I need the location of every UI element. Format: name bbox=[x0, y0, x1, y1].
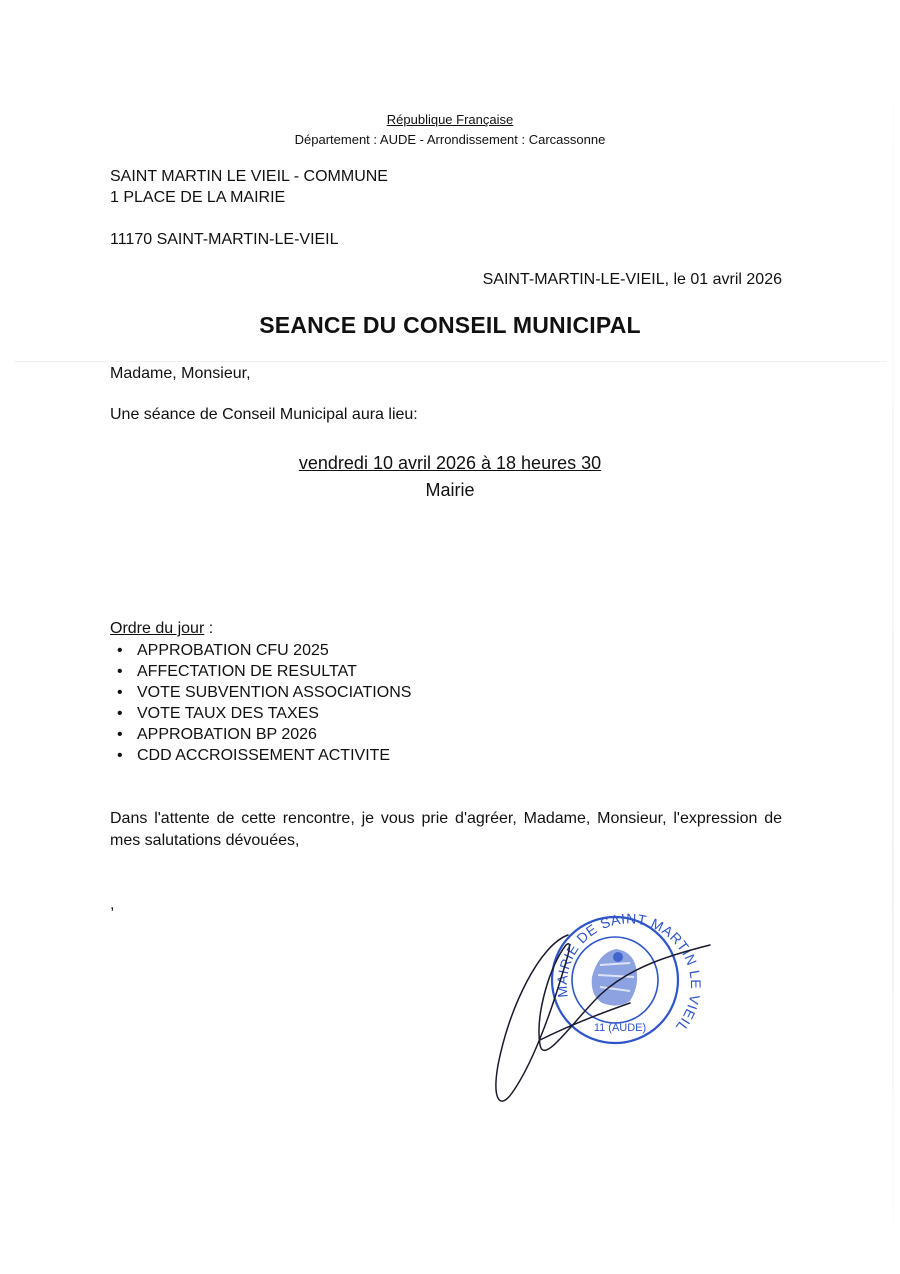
bullet: • bbox=[117, 663, 123, 680]
bullet: • bbox=[117, 747, 123, 764]
agenda-item-label: AFFECTATION DE RESULTAT bbox=[137, 663, 357, 680]
meeting-place: Mairie bbox=[425, 480, 475, 500]
agenda-list bbox=[110, 640, 411, 766]
seal-bottom-text: 11 (AUDE) bbox=[593, 1022, 647, 1034]
bullet: • bbox=[117, 684, 123, 701]
document-title: SEANCE DU CONSEIL MUNICIPAL bbox=[259, 312, 641, 338]
salutation: Madame, Monsieur, bbox=[110, 365, 251, 382]
seal-ring-textpath: MAIRIE DE SAINT MARTIN LE VIEIL bbox=[553, 910, 704, 1036]
sender-street: 1 PLACE DE LA MAIRIE bbox=[110, 189, 286, 206]
scan-rule bbox=[14, 361, 886, 362]
sender-city: 11170 SAINT-MARTIN-LE-VIEIL bbox=[110, 231, 339, 248]
agenda-item-label: VOTE TAUX DES TAXES bbox=[137, 705, 319, 722]
bullet: • bbox=[117, 642, 123, 659]
stamp-and-signature bbox=[480, 905, 720, 1120]
date-line: SAINT-MARTIN-LE-VIEIL, le 01 avril 2026 bbox=[482, 271, 782, 288]
intro-text: Une séance de Conseil Municipal aura lieu: bbox=[110, 406, 418, 423]
bullet: • bbox=[117, 726, 123, 743]
republic-header: République Française bbox=[386, 112, 514, 127]
agenda-heading-label: Ordre du jour bbox=[110, 620, 205, 637]
list-item bbox=[110, 745, 411, 766]
stray-mark: , bbox=[110, 896, 115, 913]
agenda-item-label: APPROBATION CFU 2025 bbox=[137, 642, 329, 659]
list-item bbox=[110, 661, 411, 682]
closing-paragraph: Dans l'attente de cette rencontre, je vous prie d'agréer, Madame, Monsieur, l'expression de mes salutations dévouées, bbox=[110, 810, 782, 849]
list-item bbox=[110, 640, 411, 661]
agenda-heading bbox=[110, 620, 213, 638]
official-seal-graphic bbox=[480, 905, 720, 1120]
meeting-datetime: vendredi 10 avril 2026 à 18 heures 30 bbox=[298, 453, 602, 473]
bullet: • bbox=[117, 705, 123, 722]
list-item bbox=[110, 703, 411, 724]
list-item bbox=[110, 682, 411, 703]
agenda-item-label: CDD ACCROISSEMENT ACTIVITE bbox=[137, 747, 391, 764]
scan-edge bbox=[892, 0, 894, 1274]
department-header: Département : AUDE - Arrondissement : Carcassonne bbox=[294, 132, 606, 147]
agenda-heading-suffix: : bbox=[204, 620, 214, 637]
agenda-item-label: APPROBATION BP 2026 bbox=[137, 726, 317, 743]
list-item bbox=[110, 724, 411, 745]
agenda-item-label: VOTE SUBVENTION ASSOCIATIONS bbox=[137, 684, 412, 701]
sender-name: SAINT MARTIN LE VIEIL - COMMUNE bbox=[110, 168, 388, 185]
